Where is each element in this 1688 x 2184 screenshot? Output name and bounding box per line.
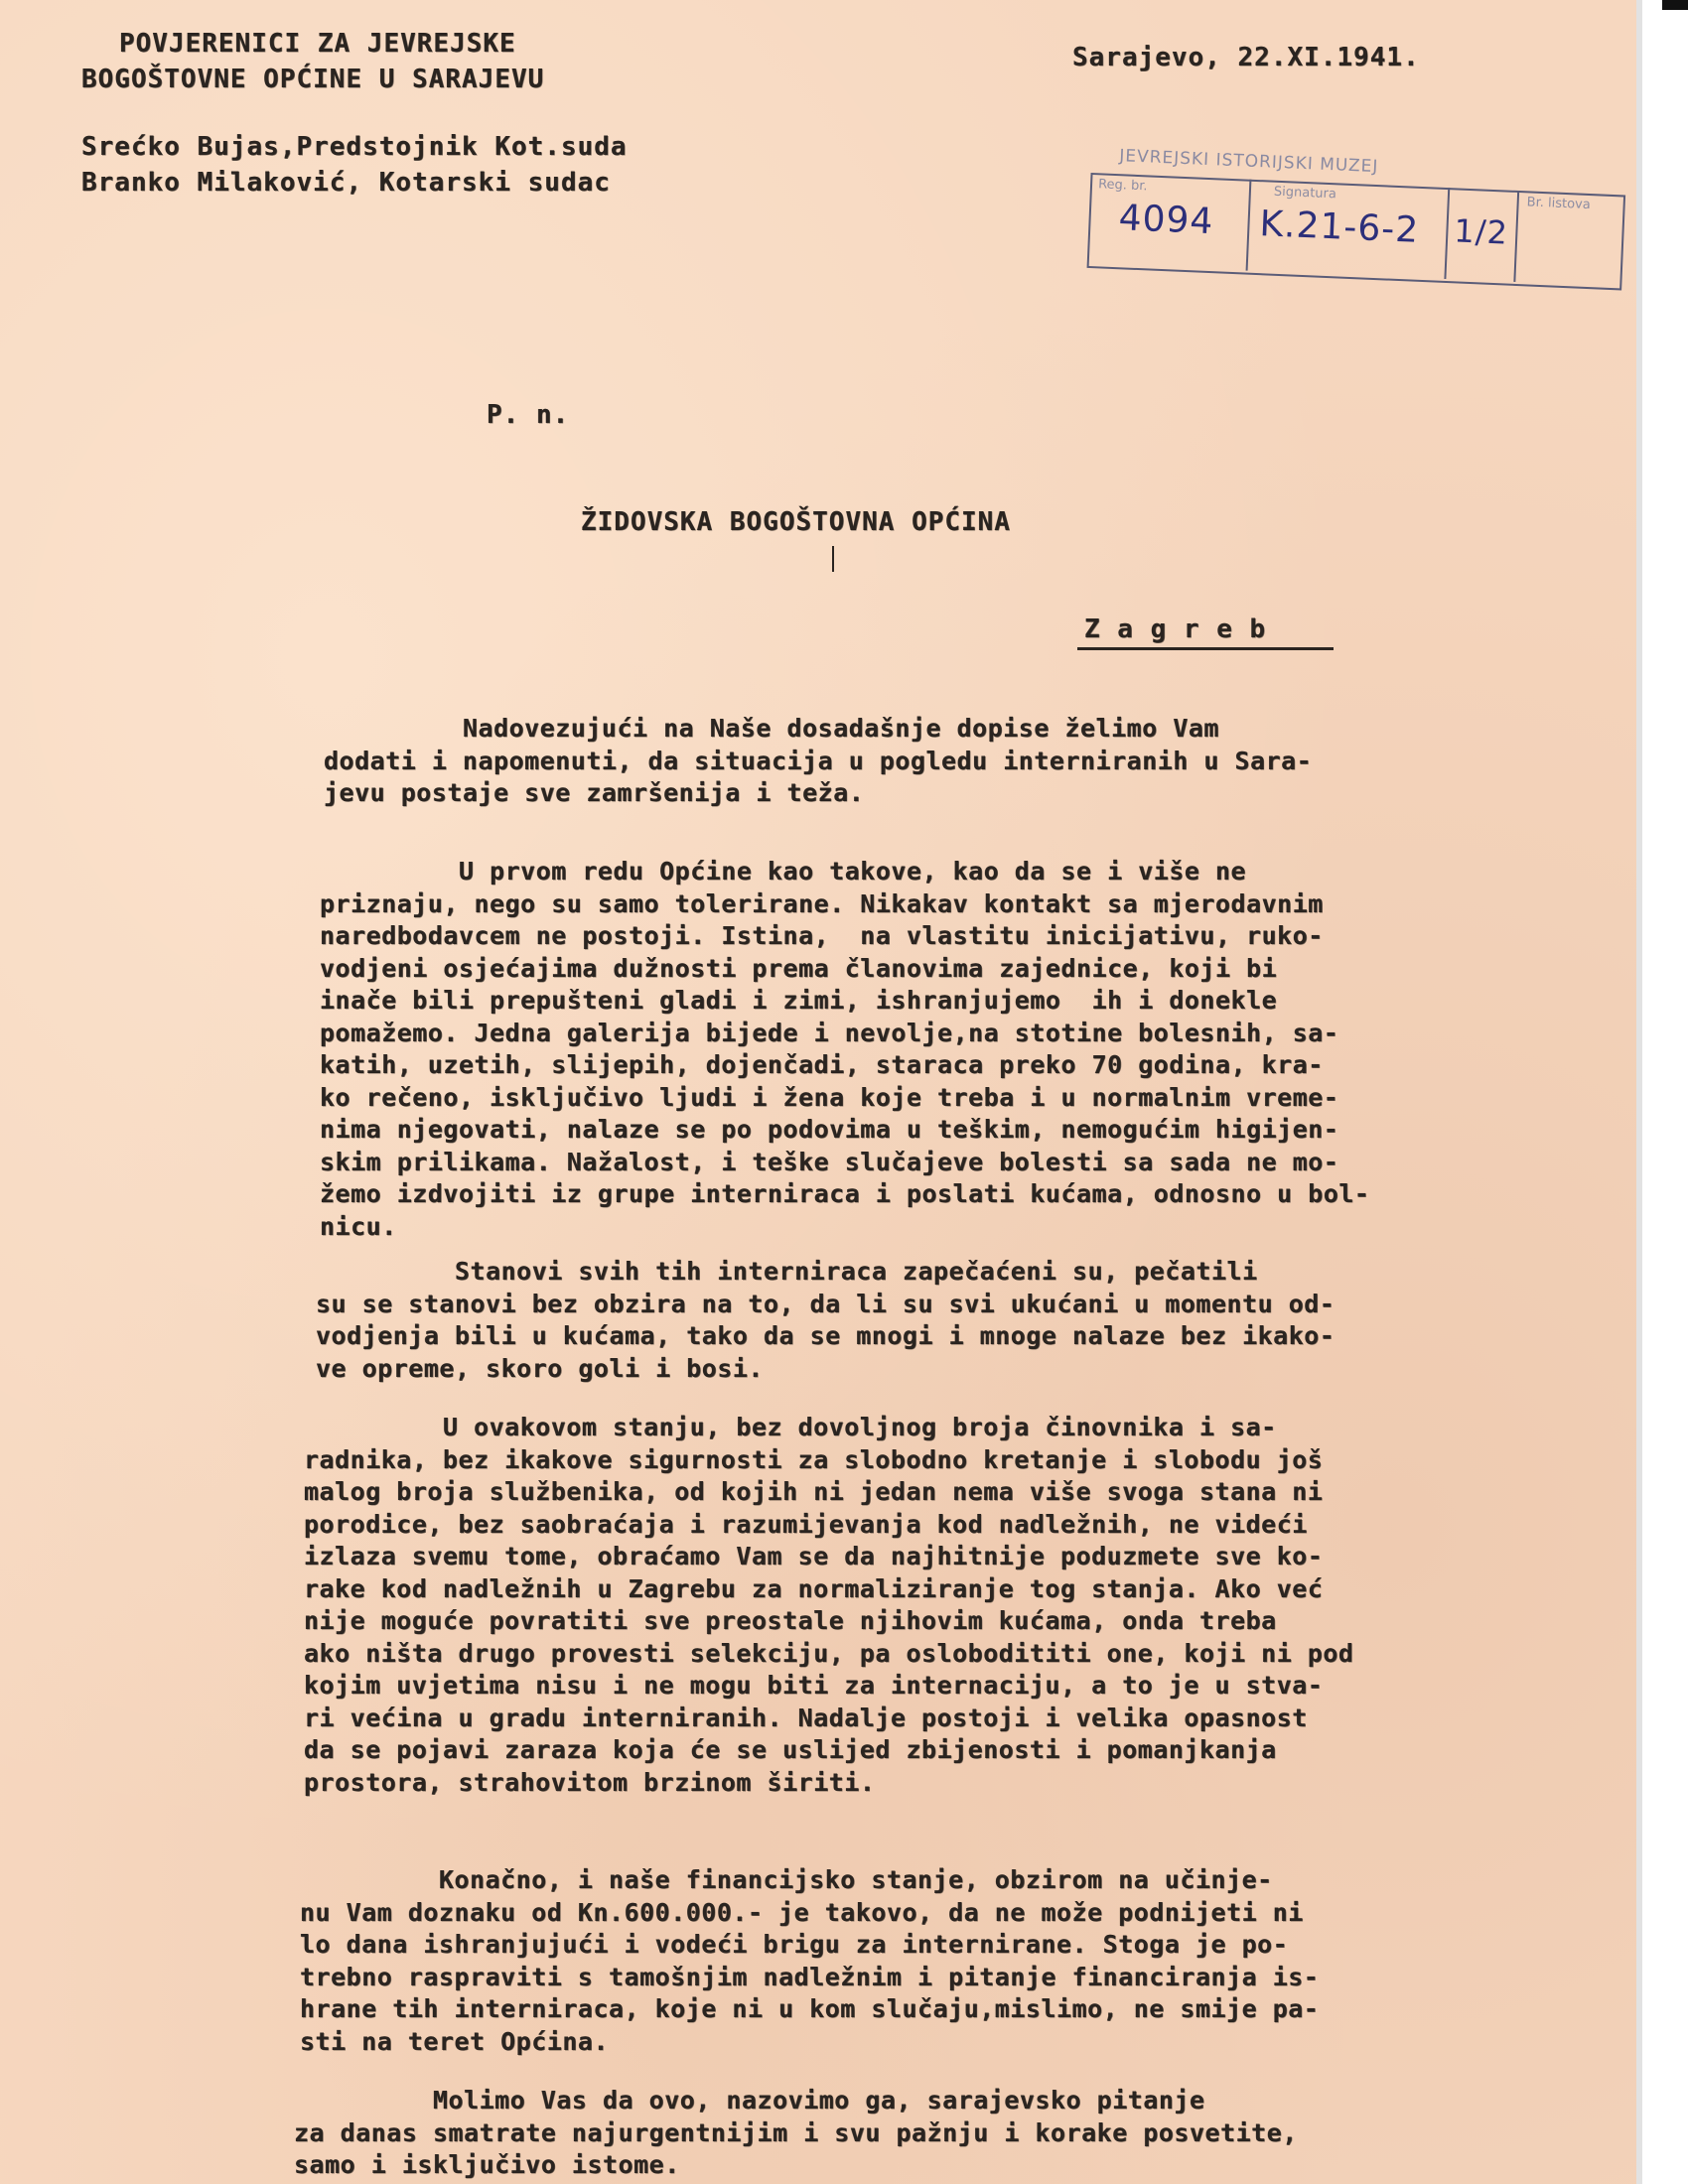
official-line-1: Srećko Bujas,Predstojnik Kot.suda: [81, 132, 628, 162]
body-paragraph-3: Stanovi svih tih interniraca zapečaćeni su, pečatili su se stanovi bez obzira na to, da li su svi ukućani u momentu od- vodjenja bili u kućama, tako da se mnogi i mnoge nalaze bez ikako- ve opreme, skoro goli i bosi.: [316, 1257, 1336, 1383]
body-paragraph-1: Nadovezujući na Naše dosadašnje dopise želimo Vam dodati i napomenuti, da situacija u pogledu interniranih u Sara- jevu postaje sve zamršenija i teža.: [324, 714, 1313, 807]
stamp-label-signature: Signatura: [1273, 184, 1337, 203]
stamp-signature: K.21-6-2: [1258, 204, 1420, 251]
page-edge: [1636, 0, 1642, 2184]
stamp-label-reg: Reg. br.: [1097, 177, 1148, 195]
city-underline: [1077, 647, 1334, 650]
stamp-header: JEVREJSKI ISTORIJSKI MUZEJ: [1118, 146, 1379, 178]
body-paragraph-5: Konačno, i naše financijsko stanje, obzirom na učinje- nu Vam doznaku od Kn.600.000.- je takovo, da ne može podnijeti ni lo dana ishranjujući i vodeći brigu za internirane. Stoga je po- trebno raspraviti s tamošnjim nadležnim i pitanje financiranja is- hrane tih interniraca, koje ni u kom slučaju,mislimo, ne smije pa- sti na teret Općina.: [300, 1865, 1320, 2056]
recipient-city: Z a g r e b: [1084, 614, 1267, 644]
body-paragraph-6: Molimo Vas da ovo, nazovimo ga, sarajevsko pitanje za danas smatrate najurgentnijim i svu pažnju i korake posvetite, samo i isključivo istome.: [294, 2086, 1298, 2179]
margin-tick: [832, 546, 834, 572]
corner-mark: [1662, 0, 1688, 10]
place-date: Sarajevo, 22.XI.1941.: [1072, 43, 1420, 72]
body-paragraph-4: U ovakovom stanju, bez dovoljnog broja činovnika i sa- radnika, bez ikakove sigurnosti za slobodno kretanje i slobodu još malog broja službenika, od kojih ni jedan nema više svoga stana ni porodice, bez saobraćaja i razumijevanja kod nadležnih, ne videći izlaza svemu tome, obraćamo Vam se da najhitnije poduzmete sve ko- rake kod nadležnih u Zagrebu za normaliziranje tog stanja. Ako već nije moguće povratiti sve preostale njihovim kućama, onda treba ako ništa drugo provesti selekciju, pa oslobodititi one, koji ni pod kojim uvjetima nisu i ne mogu biti za internaciju, a to je u stva- ri većina u gradu interniranih. Nadalje postoji i velika opasnost da se pojavi zaraza koja će se uslijed zbijenosti i pomanjkanja prostora, strahovitom brzinom širiti.: [304, 1413, 1354, 1797]
body-paragraph-2: U prvom redu Općine kao takove, kao da se i više ne priznaju, nego su samo tolerirane. Nikakav kontakt sa mjerodavnim naredbodavcem ne postoji. Istina, na vlastitu inicijativu, ruko- vodjeni osjećajima dužnosti prema članovima zajednice, koji bi inače bili prepušteni gladi i zimi, ishranjujemo ih i donekle pomažemo. Jedna galerija bijede i nevolje,na stotine bolesnih, sa- katih, uzetih, slijepih, dojenčadi, staraca preko 70 godina, kra- ko rečeno, isključivo ljudi i žena koje treba i u normalnim vreme- nima njegovati, nalaze se po podovima u teškim, nemogućim higijen- skim prilikama. Nažalost, i teške slučajeve bolesti sa sada ne mo- žemo izdvojiti iz grupe internirаca i poslati kućama, odnosno u bol- nicu.: [320, 857, 1370, 1241]
stamp-reg-number: 4094: [1117, 198, 1215, 243]
official-line-2: Branko Milaković, Kotarski sudac: [81, 168, 611, 198]
sender-line-2: BOGOŠTOVNE OPĆINE U SARAJEVU: [81, 65, 545, 94]
archive-stamp: [1086, 139, 1632, 301]
recipient: ŽIDOVSKA BOGOŠTOVNA OPĆINA: [581, 507, 1011, 537]
sender-line-1: POVJERENICI ZA JEVREJSKE: [119, 29, 516, 59]
stamp-label-extra: Br. listova: [1526, 195, 1592, 213]
stamp-sheets: 1/2: [1453, 211, 1509, 252]
salutation: P. n.: [487, 400, 570, 430]
